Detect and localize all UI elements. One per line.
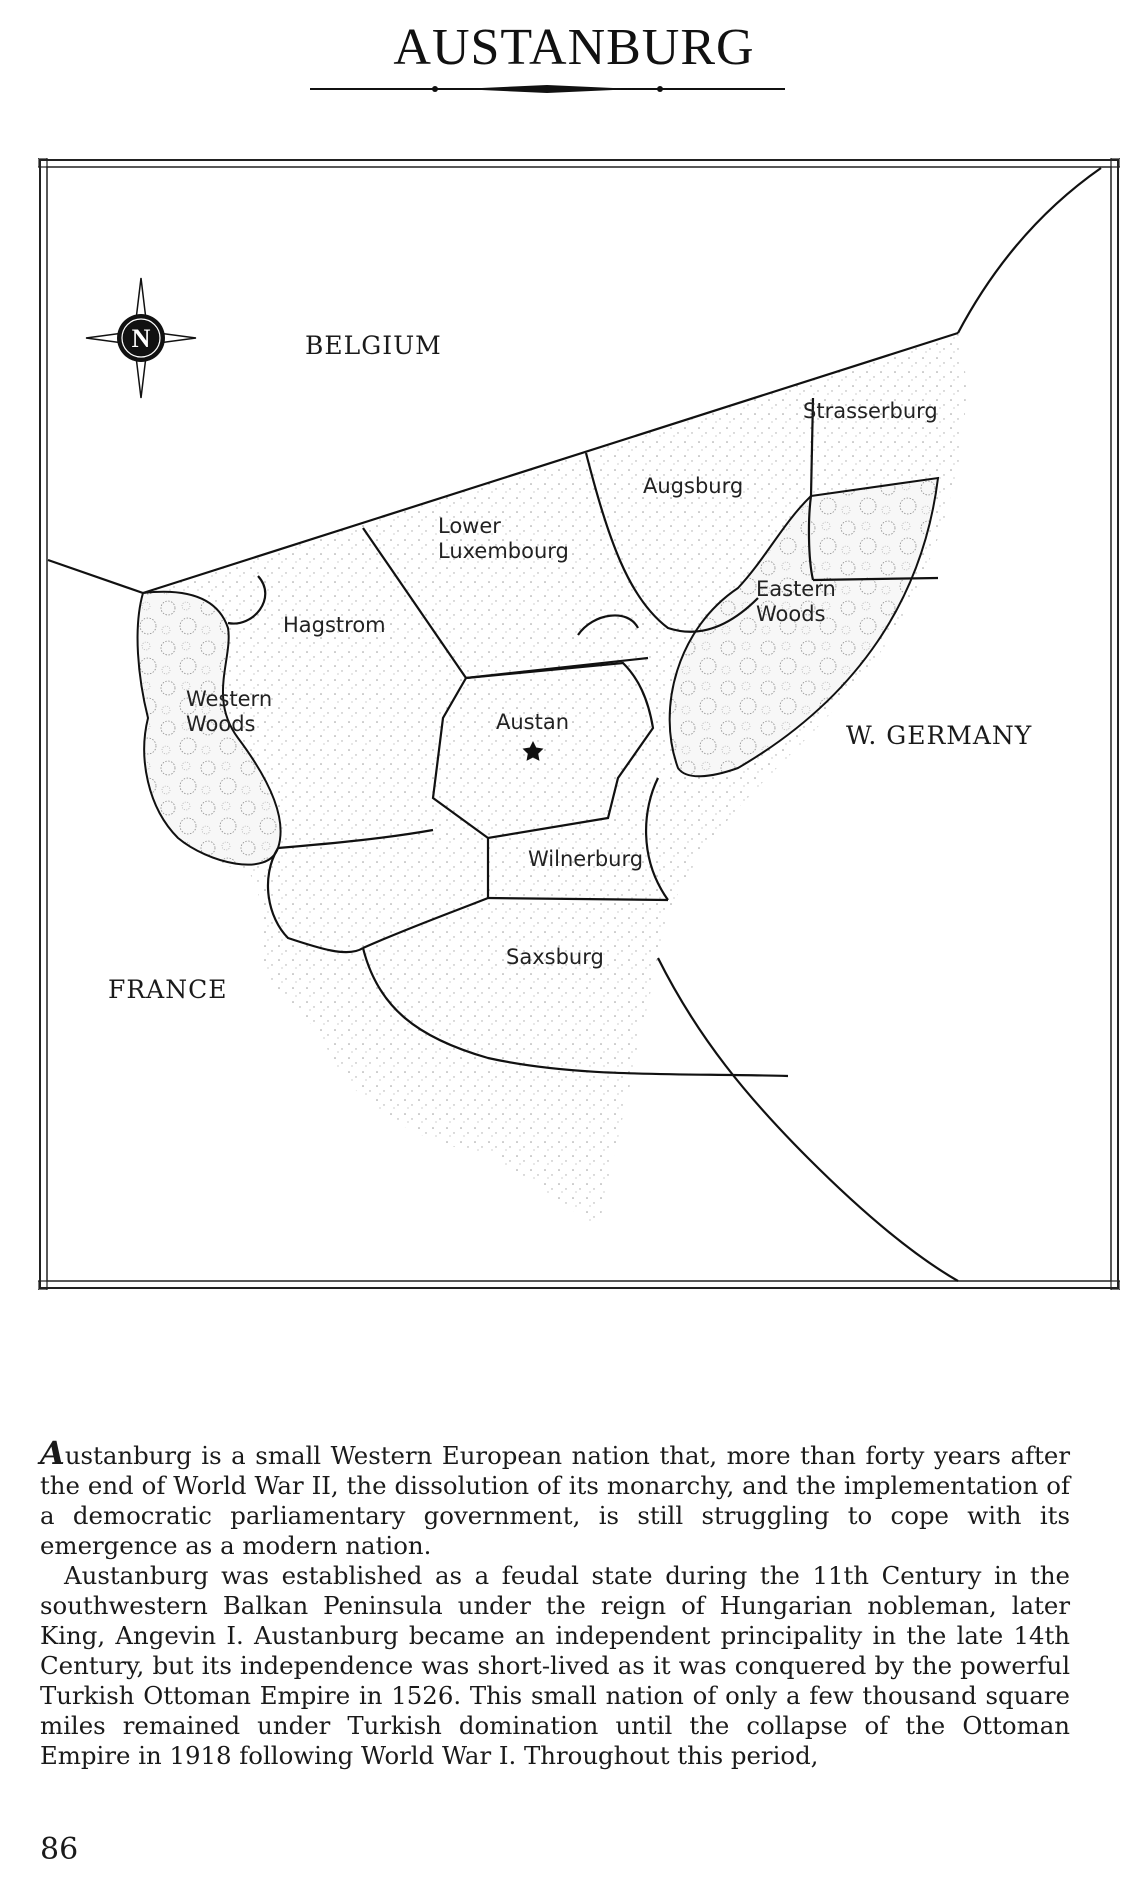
region-label-eastern-woods-2: Woods (756, 602, 826, 626)
region-label-lower-luxembourg-2: Luxembourg (438, 539, 569, 563)
drop-cap: A (40, 1434, 65, 1472)
body-text (40, 1434, 1070, 1771)
page-number: 86 (40, 1832, 79, 1867)
region-label-strasserburg: Strasserburg (803, 399, 938, 423)
country-label-france: FRANCE (108, 975, 228, 1004)
region-label-western-woods-2: Woods (186, 712, 256, 736)
compass-rose-icon (86, 278, 196, 398)
region-label-saxsburg: Saxsburg (506, 945, 604, 969)
region-label-wilnerburg: Wilnerburg (528, 847, 644, 871)
country-label-w-germany: W. GERMANY (846, 721, 1033, 750)
region-label-eastern-woods-1: Eastern (756, 577, 836, 601)
region-label-lower-luxembourg-1: Lower (438, 514, 501, 538)
paragraph-1 (40, 1434, 1070, 1561)
page-title: AUSTANBURG (393, 19, 755, 76)
compass-letter: N (131, 324, 151, 353)
region-label-western-woods-1: Western (186, 687, 273, 711)
region-label-augsburg: Augsburg (643, 474, 744, 498)
title-rule (310, 82, 785, 96)
region-label-hagstrom: Hagstrom (283, 613, 386, 637)
map (38, 158, 1120, 1290)
paragraph-2: Austanburg was established as a feudal state during the 11th Century in the southwestern Balkan Peninsula under the reign of Hungarian nobleman, later King, Angevin I. Austanburg became an independent principality in the late 14th Century, but its independence was short-lived as it was conquered by the powerful Turkish Ottoman Empire in 1526. This small nation of only a few thousand square miles remained under Turkish domination until the collapse of the Ottoman Empire in 1918 following World War I. Throughout this period, (40, 1561, 1070, 1770)
country-label-belgium: BELGIUM (305, 331, 442, 360)
paragraph-1-text: ustanburg is a small Western European nation that, more than forty years after the end of World War II, the dissolution of its monarchy, and the implementation of a democratic parliamentary government, is still struggling to cope with its emergence as a modern nation. (40, 1441, 1070, 1560)
region-label-austan: Austan (496, 710, 570, 734)
